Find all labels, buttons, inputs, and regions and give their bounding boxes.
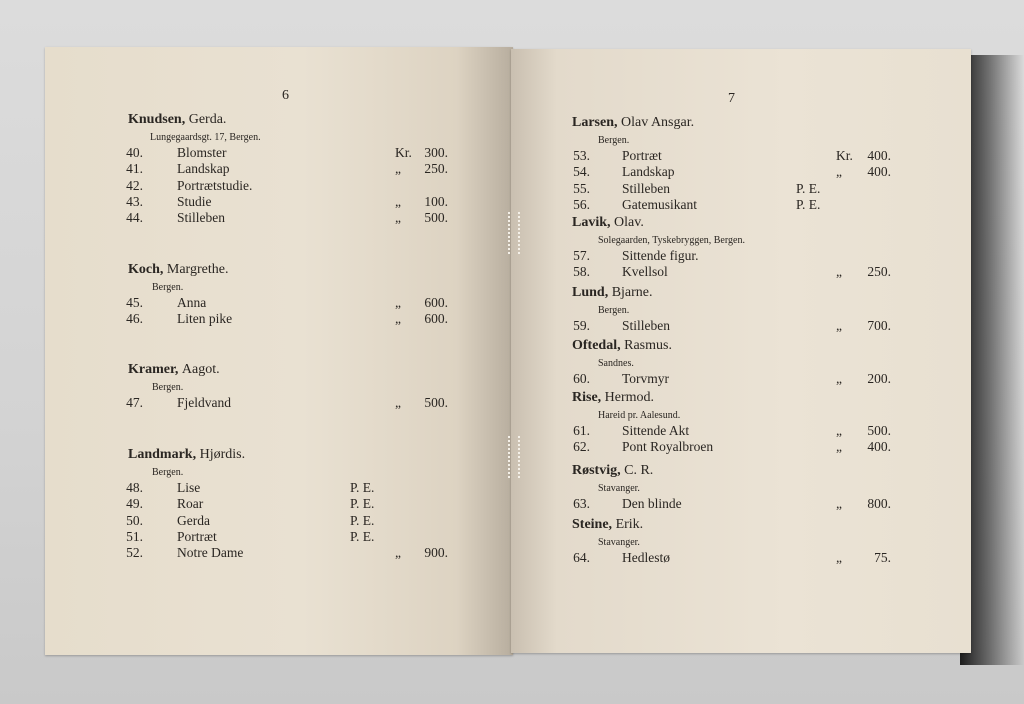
- artwork-price: 100.: [424, 193, 448, 209]
- artwork-price: 500.: [424, 395, 448, 410]
- artist-address: Bergen.: [152, 382, 184, 393]
- artist-entry: [128, 447, 468, 561]
- price-prefix: Kr.: [836, 148, 853, 163]
- artwork-number: 40.: [126, 145, 143, 160]
- private-owned-mark: P. E.: [796, 180, 821, 196]
- artwork-title: Blomster: [177, 145, 227, 160]
- artwork-price: 400.: [867, 164, 891, 180]
- artwork-row: [128, 161, 468, 177]
- artist-name: [572, 285, 912, 301]
- artist-address: Sandnes.: [598, 358, 634, 369]
- artwork-number: 59.: [573, 318, 590, 333]
- artwork-title: Notre Dame: [177, 545, 244, 561]
- artist-surname: Rise,: [572, 390, 602, 405]
- artist-address: Hareid pr. Aalesund.: [598, 410, 681, 421]
- artist-name: [128, 112, 468, 128]
- artwork-price: 75.: [874, 550, 891, 565]
- artist-entry: [572, 463, 912, 512]
- artist-first-name: Hermod.: [604, 390, 655, 405]
- artist-entry: [572, 517, 912, 566]
- artwork-price: 200.: [867, 371, 891, 386]
- artist-address: Bergen.: [598, 305, 630, 316]
- binding-stitch-lower: [508, 436, 520, 478]
- artist-surname: Oftedal,: [572, 338, 621, 353]
- page-number-left: 6: [282, 88, 289, 103]
- artist-first-name: Margrethe.: [166, 262, 229, 277]
- private-owned-mark: P. E.: [796, 196, 821, 212]
- artist-address: Bergen.: [598, 135, 630, 146]
- artist-surname: Steine,: [572, 517, 613, 532]
- artist-address: Stavanger.: [598, 537, 640, 548]
- artist-first-name: C. R.: [624, 463, 654, 478]
- artwork-title: Den blinde: [622, 496, 682, 511]
- artwork-row: [128, 480, 468, 496]
- artwork-title: Sittende Akt: [622, 423, 690, 438]
- artwork-price: 250.: [867, 264, 891, 280]
- artwork-row: [572, 423, 912, 439]
- artwork-title: Portræt: [622, 148, 662, 163]
- artist-address: Bergen.: [152, 467, 184, 478]
- artwork-row: [128, 145, 468, 161]
- artwork-title: Kvellsol: [622, 264, 668, 280]
- artwork-title: Studie: [177, 193, 212, 209]
- artist-entry: [572, 115, 912, 213]
- artwork-number: 44.: [126, 210, 143, 226]
- artist-address: Stavanger.: [598, 483, 640, 494]
- artwork-title: Portrætstudie.: [177, 177, 253, 193]
- artwork-title: Stilleben: [622, 180, 670, 196]
- price-prefix: „: [395, 210, 401, 226]
- artwork-row: [128, 529, 468, 545]
- artist-name: [572, 517, 912, 533]
- page-number-right: 7: [728, 91, 735, 106]
- artwork-price: 500.: [867, 423, 891, 438]
- artwork-row: [572, 197, 912, 213]
- artwork-title: Anna: [177, 295, 207, 310]
- artist-surname: Røstvig,: [572, 463, 621, 478]
- artwork-title: Fjeldvand: [177, 395, 231, 410]
- artist-address: Lungegaardsgt. 17, Bergen.: [150, 132, 261, 143]
- artist-entry: [128, 362, 468, 411]
- artwork-title: Liten pike: [177, 311, 233, 327]
- artist-surname: Koch,: [128, 262, 164, 277]
- price-prefix: „: [836, 264, 842, 280]
- artwork-number: 57.: [573, 248, 590, 263]
- artwork-title: Stilleben: [177, 210, 225, 226]
- artist-name: [572, 215, 912, 231]
- artwork-row: [128, 210, 468, 226]
- artwork-title: Portræt: [177, 528, 217, 544]
- artwork-number: 53.: [573, 148, 590, 163]
- artwork-number: 62.: [573, 439, 590, 455]
- artwork-row: [128, 496, 468, 512]
- artwork-number: 54.: [573, 164, 590, 180]
- artist-address: Bergen.: [152, 282, 184, 293]
- artist-first-name: Olav.: [614, 215, 644, 230]
- artwork-title: Lise: [177, 480, 201, 495]
- artist-entry: [128, 262, 468, 328]
- private-owned-mark: P. E.: [350, 528, 375, 544]
- artwork-price: 600.: [424, 311, 448, 327]
- price-prefix: „: [395, 545, 401, 561]
- artist-name: [572, 390, 912, 406]
- artwork-row: [572, 248, 912, 264]
- artwork-price: 400.: [867, 439, 891, 455]
- price-prefix: „: [395, 311, 401, 327]
- artwork-number: 56.: [573, 196, 590, 212]
- price-prefix: „: [836, 318, 842, 333]
- artwork-title: Landskap: [622, 164, 675, 180]
- private-owned-mark: P. E.: [350, 480, 375, 495]
- artwork-number: 46.: [126, 311, 143, 327]
- artwork-price: 400.: [867, 148, 891, 163]
- artwork-row: [572, 371, 912, 387]
- artwork-price: 600.: [424, 295, 448, 310]
- artwork-price: 250.: [424, 161, 448, 177]
- artwork-row: [572, 264, 912, 280]
- artwork-number: 50.: [126, 512, 143, 528]
- price-prefix: Kr.: [395, 145, 412, 160]
- artist-entry: [572, 215, 912, 281]
- artwork-row: [572, 181, 912, 197]
- artist-first-name: Rasmus.: [624, 338, 672, 353]
- artwork-price: 300.: [424, 145, 448, 160]
- binding-stitch-upper: [508, 212, 520, 254]
- artwork-row: [128, 194, 468, 210]
- artwork-row: [572, 439, 912, 455]
- artwork-number: 63.: [573, 496, 590, 511]
- artist-first-name: Olav Ansgar.: [621, 115, 695, 130]
- price-prefix: „: [395, 161, 401, 177]
- artist-name: [572, 115, 912, 131]
- artwork-title: Gerda: [177, 512, 210, 528]
- artwork-number: 47.: [126, 395, 143, 410]
- artwork-number: 51.: [126, 528, 143, 544]
- artwork-price: 900.: [424, 545, 448, 561]
- artist-first-name: Hjørdis.: [199, 447, 246, 462]
- artist-address: Solegaarden, Tyskebryggen, Bergen.: [598, 235, 745, 246]
- price-prefix: „: [836, 439, 842, 455]
- artwork-number: 58.: [573, 264, 590, 280]
- artwork-row: [572, 148, 912, 164]
- artwork-row: [128, 295, 468, 311]
- artwork-number: 43.: [126, 193, 143, 209]
- artist-name: [128, 262, 468, 278]
- artist-name: [128, 447, 468, 463]
- artist-surname: Kramer,: [128, 362, 179, 377]
- artwork-title: Sittende figur.: [622, 248, 699, 263]
- artwork-row: [572, 164, 912, 180]
- artwork-number: 48.: [126, 480, 143, 495]
- artwork-row: [128, 395, 468, 411]
- price-prefix: „: [836, 423, 842, 438]
- artwork-row: [572, 550, 912, 566]
- artwork-number: 55.: [573, 180, 590, 196]
- artwork-row: [128, 513, 468, 529]
- artwork-title: Torvmyr: [622, 371, 670, 386]
- artist-first-name: Erik.: [615, 517, 644, 532]
- artist-name: [572, 338, 912, 354]
- artwork-price: 700.: [867, 318, 891, 333]
- price-prefix: „: [395, 295, 401, 310]
- artist-surname: Landmark,: [128, 447, 197, 462]
- artist-entry: [128, 112, 468, 226]
- artist-surname: Larsen,: [572, 115, 618, 130]
- artwork-price: 800.: [867, 496, 891, 511]
- artwork-number: 49.: [126, 496, 143, 512]
- price-prefix: „: [836, 371, 842, 386]
- artist-surname: Lavik,: [572, 215, 611, 230]
- artist-first-name: Bjarne.: [611, 285, 653, 300]
- price-prefix: „: [395, 193, 401, 209]
- artwork-price: 500.: [424, 210, 448, 226]
- artwork-row: [128, 178, 468, 194]
- private-owned-mark: P. E.: [350, 512, 375, 528]
- artist-first-name: Aagot.: [181, 362, 220, 377]
- price-prefix: „: [836, 550, 842, 565]
- price-prefix: „: [395, 395, 401, 410]
- artwork-title: Hedlestø: [622, 550, 670, 565]
- artwork-number: 52.: [126, 545, 143, 561]
- artwork-row: [572, 496, 912, 512]
- artwork-number: 41.: [126, 161, 143, 177]
- artwork-number: 60.: [573, 371, 590, 386]
- artwork-number: 64.: [573, 550, 590, 565]
- artwork-title: Stilleben: [622, 318, 670, 333]
- artist-entry: [572, 285, 912, 334]
- artwork-title: Landskap: [177, 161, 230, 177]
- artwork-number: 45.: [126, 295, 143, 310]
- artist-surname: Lund,: [572, 285, 609, 300]
- price-prefix: „: [836, 496, 842, 511]
- artist-name: [572, 463, 912, 479]
- artwork-row: [572, 318, 912, 334]
- artwork-row: [128, 311, 468, 327]
- artwork-title: Roar: [177, 496, 204, 512]
- private-owned-mark: P. E.: [350, 496, 375, 512]
- artist-entry: [572, 390, 912, 456]
- price-prefix: „: [836, 164, 842, 180]
- artist-first-name: Gerda.: [188, 112, 227, 127]
- artwork-row: [128, 545, 468, 561]
- artwork-number: 61.: [573, 423, 590, 438]
- artwork-title: Pont Royalbroen: [622, 439, 714, 455]
- artist-name: [128, 362, 468, 378]
- artwork-title: Gatemusikant: [622, 196, 697, 212]
- artist-surname: Knudsen,: [128, 112, 186, 127]
- artist-entry: [572, 338, 912, 387]
- artwork-number: 42.: [126, 177, 143, 193]
